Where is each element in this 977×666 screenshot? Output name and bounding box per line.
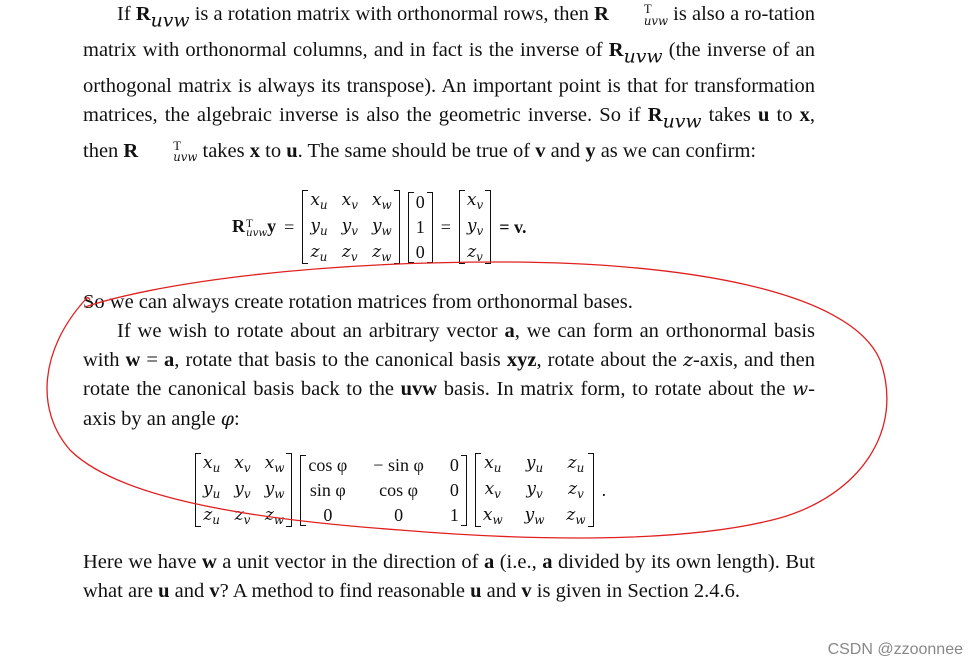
matrix-entry: $x_u$ (484, 453, 502, 476)
matrix-entry: $y_w$ (371, 216, 392, 239)
matrix-entry: − sin φ (373, 454, 424, 475)
matrix-entry: $z_u$ (567, 453, 585, 476)
matrix-entry: $x_v$ (466, 190, 484, 213)
eq2-rotation-matrix (300, 455, 466, 526)
matrix-entry: $x_v$ (484, 479, 501, 502)
matrix-entry: 0 (323, 504, 333, 525)
matrix-entry: 0 (415, 191, 425, 212)
matrix-entry: $y_u$ (525, 453, 544, 476)
matrix-entry: 0 (415, 241, 425, 262)
matrix-entry: $x_w$ (482, 505, 503, 528)
matrix-entry: cos φ (308, 454, 348, 475)
equation-transpose-times-y: R T uvw y = $x_u$ $x_v$ $x_w$ $y_u$ $y_v$ $y_w$ $z_u$ $z_v$ $z_w$ 0 1 0 = $x_v$ $y_v$ $z_v$ = v. (232, 190, 527, 265)
equation-axis-rotation: $x_u$ $x_v$ $x_w$ $y_u$ $y_v$ $y_w$ $z_u$ $z_v$ $z_w$ cos φ − sin φ 0 sin φ cos φ 0 0 0 1 $x_u$ $y_u$ $z_u$ $x_v$ $y_v$ $z_v$ $x_w$ $y_w$ $z_w$ . (195, 453, 606, 527)
paragraph-arbitrary-axis: If we wish to rotate about an arbitrary vector a, we can form an orthonormal basis with w = a, rotate that basis to the canonical basis xyz, rotate about the z-axis, and then rotate the canonical basis back to the uvw basis. In matrix form, to rotate about the w-axis by an angle φ: (83, 320, 816, 430)
matrix-entry: $y_v$ (466, 216, 484, 239)
paragraph-rotation-transpose: If $R_{uvw}$ is a rotation matrix with orthonormal rows, then R T uvw is also a ro-tation matrix with orthonormal columns, and in fact is the inverse of $R_{uvw}$ (the inverse of an orthogonal matrix is always its transpose). An important point is that for transformation matrices, the algebraic inverse is also the geometric inverse. So if $R_{uvw}$ takes u to x, then R T uvw takes x to u. The same should be true of v and y as we can confirm: (83, 2, 816, 165)
matrix-entry: $y_v$ (341, 216, 358, 239)
matrix-entry: $y_w$ (264, 479, 285, 502)
matrix-entry: $y_u$ (203, 479, 221, 502)
matrix-entry: 1 (415, 216, 425, 237)
eq1-lhs: R T uvw y (232, 216, 277, 239)
matrix-entry: $x_u$ (203, 453, 221, 476)
matrix-entry: $y_v$ (526, 479, 543, 502)
matrix-entry: $z_w$ (566, 505, 586, 528)
matrix-entry: $z_v$ (341, 242, 358, 265)
eq1-matrix-uvw (302, 190, 399, 264)
matrix-entry: sin φ (309, 479, 346, 500)
matrix-entry: $z_v$ (234, 505, 251, 528)
matrix-entry: $y_v$ (234, 479, 251, 502)
matrix-entry: $z_u$ (310, 242, 328, 265)
matrix-entry: 0 (394, 504, 404, 525)
matrix-entry: $x_v$ (234, 453, 251, 476)
matrix-entry: 0 (449, 454, 459, 475)
matrix-entry: cos φ (379, 479, 419, 500)
paragraph-orthonormal-bases: So we can always create rotation matrices from orthonormal bases. (83, 291, 633, 313)
csdn-watermark: CSDN @zzoonnee (827, 641, 963, 658)
matrix-entry: 0 (449, 479, 459, 500)
matrix-entry: $y_u$ (310, 216, 328, 239)
matrix-entry: $x_w$ (264, 453, 285, 476)
matrix-entry: $x_w$ (371, 190, 392, 213)
matrix-entry: $z_v$ (467, 242, 483, 265)
matrix-entry: $y_w$ (524, 505, 545, 528)
matrix-entry: $z_v$ (568, 479, 584, 502)
eq1-tail: = v. (499, 216, 527, 237)
eq2-matrix-uvw-transpose (475, 453, 594, 527)
eq1-vector-010 (408, 192, 433, 263)
matrix-entry: 1 (449, 504, 459, 525)
matrix-entry: $x_u$ (310, 190, 328, 213)
matrix-entry: $z_w$ (372, 242, 392, 265)
paragraph-unit-vector: Here we have w a unit vector in the direction of a (i.e., a divided by its own length). But what are u and v? A method to find reasonable u and v is given in Section 2.4.6. (83, 551, 815, 603)
matrix-entry: $z_w$ (264, 505, 285, 528)
eq1-result-vector (459, 190, 491, 264)
matrix-entry: $z_u$ (203, 505, 220, 528)
eq2-matrix-uvw (195, 453, 292, 527)
matrix-entry: $x_v$ (341, 190, 358, 213)
